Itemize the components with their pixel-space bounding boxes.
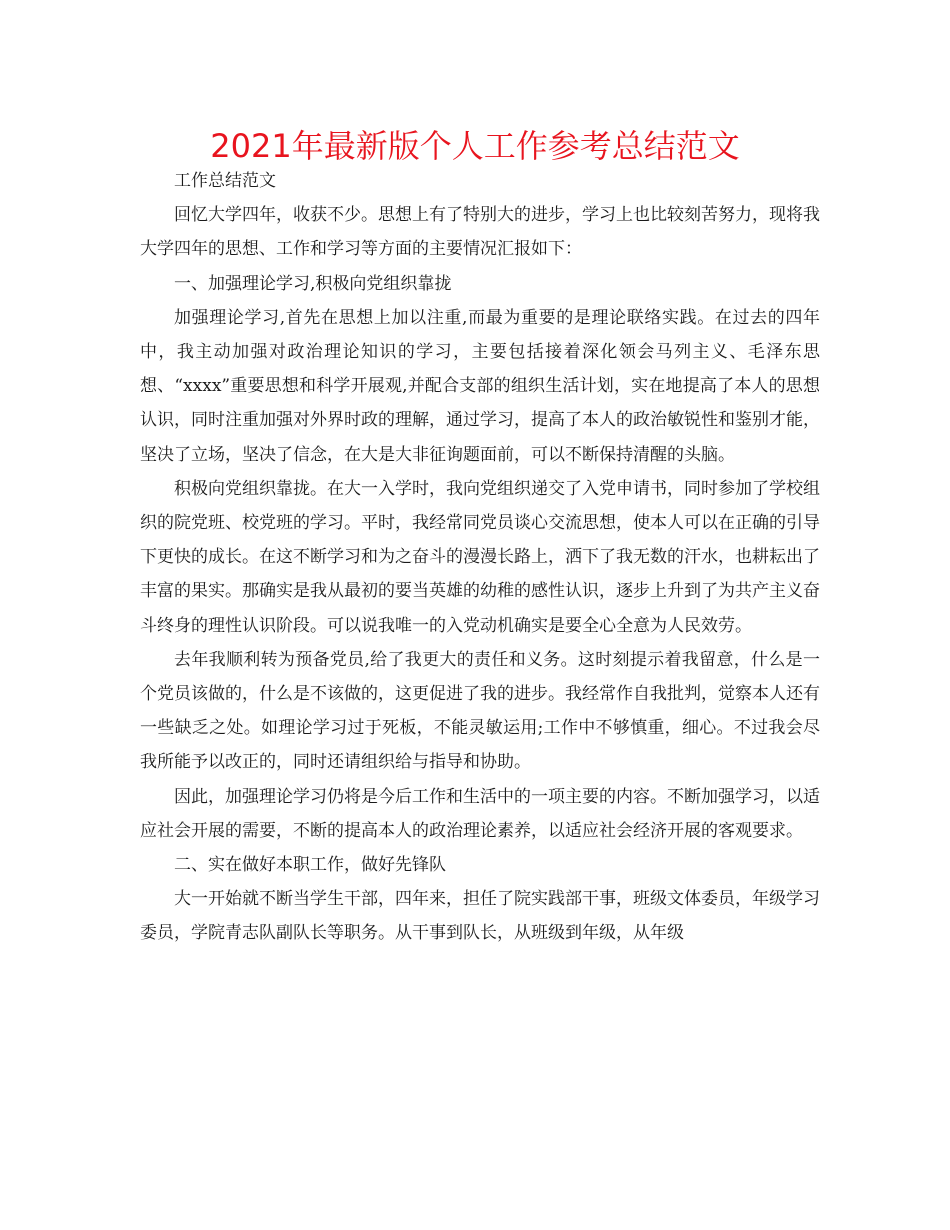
document-title: 2021年最新版个人工作参考总结范文 xyxy=(210,127,740,165)
section-heading-1: 一、加强理论学习,积极向党组织靠拢 xyxy=(174,273,452,294)
paragraph-subtitle: 工作总结范文 xyxy=(174,171,276,191)
section-heading-2: 二、实在做好本职工作，做好先锋队 xyxy=(174,855,446,876)
paragraph: 去年我顺利转为预备党员,给了我更大的责任和义务。这时刻提示着我留意，什么是一个党员该做的，什么是不该做的，这更促进了我的进步。我经常作自我批判，觉察本人还有一些缺乏之处。如理论学习过于死板，不能灵敏运用;工作中不够慎重，细心。不过我会尽我所能予以改正的，同时还请组织给与指导和协助。 xyxy=(140,649,820,773)
paragraph: 积极向党组织靠拢。在大一入学时，我向党组织递交了入党申请书，同时参加了学校组织的院党班、校党班的学习。平时，我经常同党员谈心交流思想，使本人可以在正确的引导下更快的成长。在这不断学习和为之奋斗的漫漫长路上，洒下了我无数的汗水，也耕耘出了丰富的果实。那确实是我从最初的要当英雄的幼稚的感性认识，逐步上升到了为共产主义奋斗终身的理性认识阶段。可以说我唯一的入党动机确实是要全心全意为人民效劳。 xyxy=(140,478,820,636)
paragraph-intro: 回忆大学四年，收获不少。思想上有了特别大的进步，学习上也比较刻苦努力，现将我大学四年的思想、工作和学习等方面的主要情况汇报如下： xyxy=(140,205,820,260)
paragraph: 大一开始就不断当学生干部，四年来，担任了院实践部干事，班级文体委员，年级学习委员，学院青志队副队长等职务。从干事到队长，从班级到年级，从年级 xyxy=(140,889,820,944)
paragraph: 加强理论学习,首先在思想上加以注重,而最为重要的是理论联络实践。在过去的四年中，我主动加强对政治理论知识的学习，主要包括接着深化领会马列主义、毛泽东思想、“xxxx”重要思想和科学开展观,并配合支部的组织生活计划，实在地提高了本人的思想认识，同时注重加强对外界时政的理解，通过学习，提高了本人的政治敏锐性和鉴别才能，坚决了立场，坚决了信念，在大是大非征询题面前，可以不断保持清醒的头脑。 xyxy=(140,307,820,465)
paragraph: 因此，加强理论学习仍将是今后工作和生活中的一项主要的内容。不断加强学习，以适应社会开展的需要，不断的提高本人的政治理论素养，以适应社会经济开展的客观要求。 xyxy=(140,786,820,841)
document-body xyxy=(140,164,820,951)
